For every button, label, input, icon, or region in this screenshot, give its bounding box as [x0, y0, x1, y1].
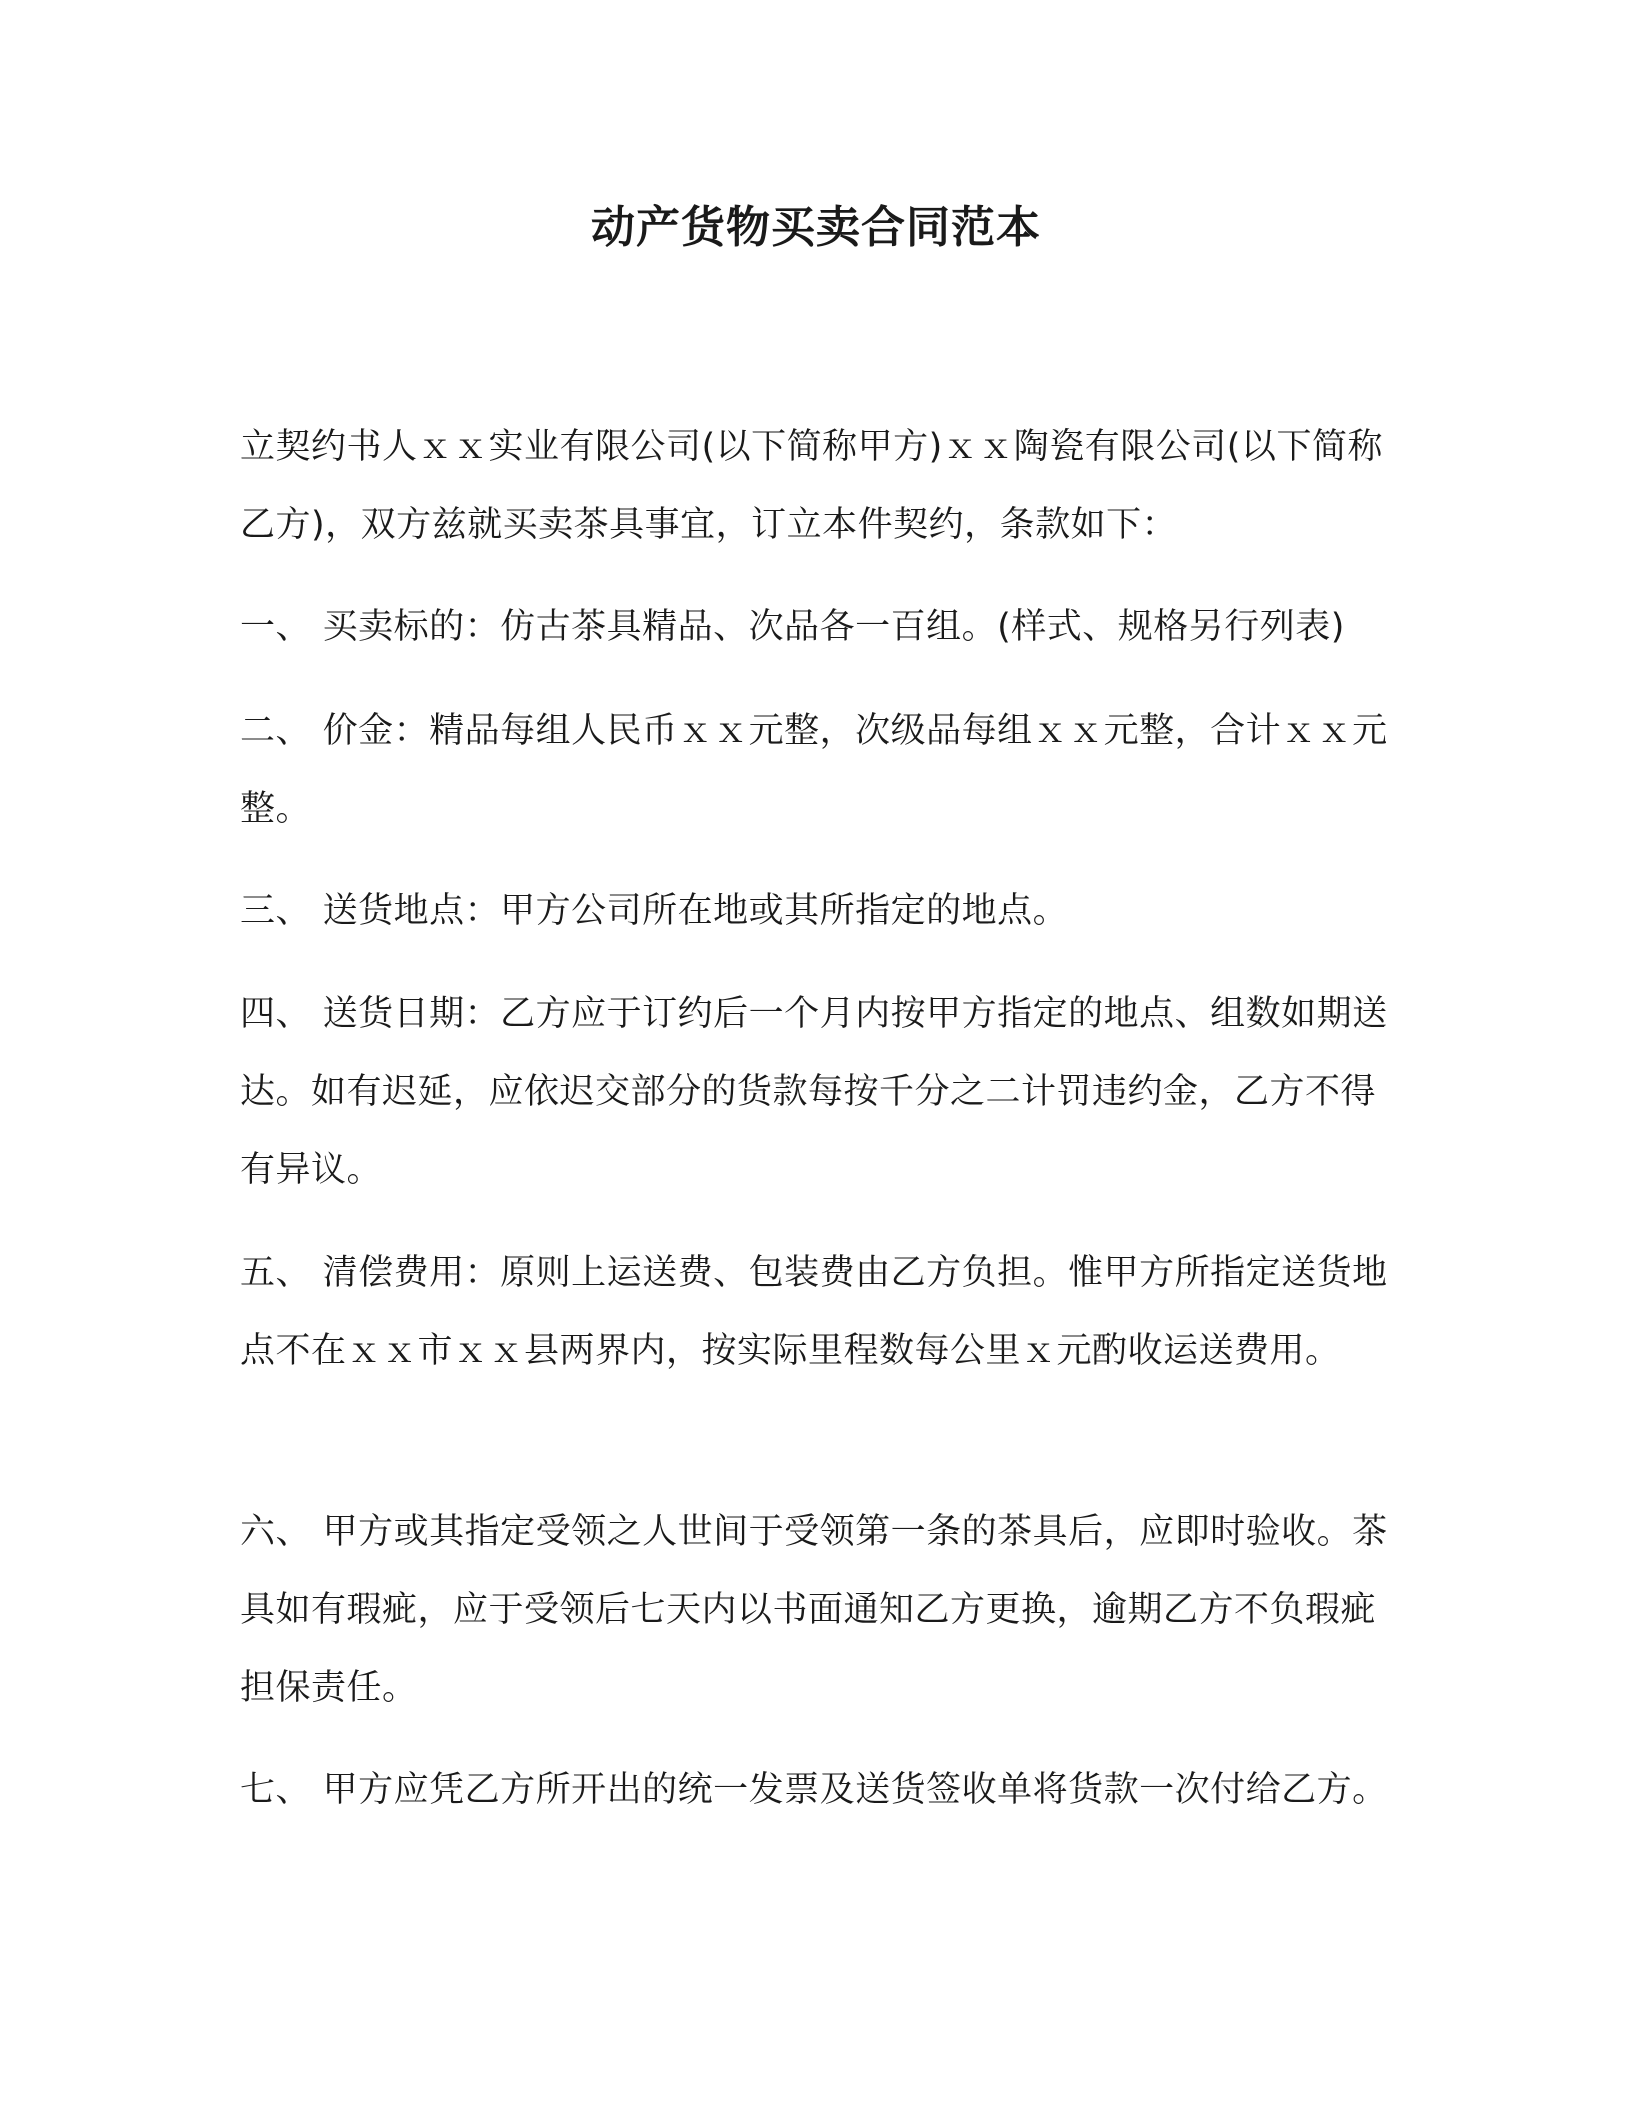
clause-6: 六、 甲方或其指定受领之人世间于受领第一条的茶具后，应即时验收。茶具如有瑕疵，应于受领后七天内以书面通知乙方更换，逾期乙方不负瑕疵担保责任。 [240, 1512, 1388, 1708]
clause-7: 七、 甲方应凭乙方所开出的统一发票及送货签收单将货款一次付给乙方。 [240, 1770, 1388, 1810]
clause-4: 四、 送货日期：乙方应于订约后一个月内按甲方指定的地点、组数如期送达。如有迟延，应依迟交部分的货款每按千分之二计罚违约金，乙方不得有异议。 [240, 994, 1388, 1190]
document-title: 动产货物买卖合同范本 [591, 202, 1041, 253]
clause-5: 五、 清偿费用：原则上运送费、包装费由乙方负担。惟甲方所指定送货地点不在ｘｘ市ｘｘ县两界内，按实际里程数每公里ｘ元酌收运送费用。 [240, 1253, 1388, 1371]
clause-1: 一、 买卖标的：仿古茶具精品、次品各一百组。(样式、规格另行列表) [240, 607, 1345, 647]
clause-3: 三、 送货地点：甲方公司所在地或其所指定的地点。 [240, 891, 1069, 931]
clause-2: 二、 价金：精品每组人民币ｘｘ元整，次级品每组ｘｘ元整，合计ｘｘ元整。 [240, 711, 1388, 829]
contract-intro: 立契约书人ｘｘ实业有限公司(以下简称甲方)ｘｘ陶瓷有限公司(以下简称乙方)，双方兹就买卖茶具事宜，订立本件契约，条款如下： [240, 427, 1383, 545]
